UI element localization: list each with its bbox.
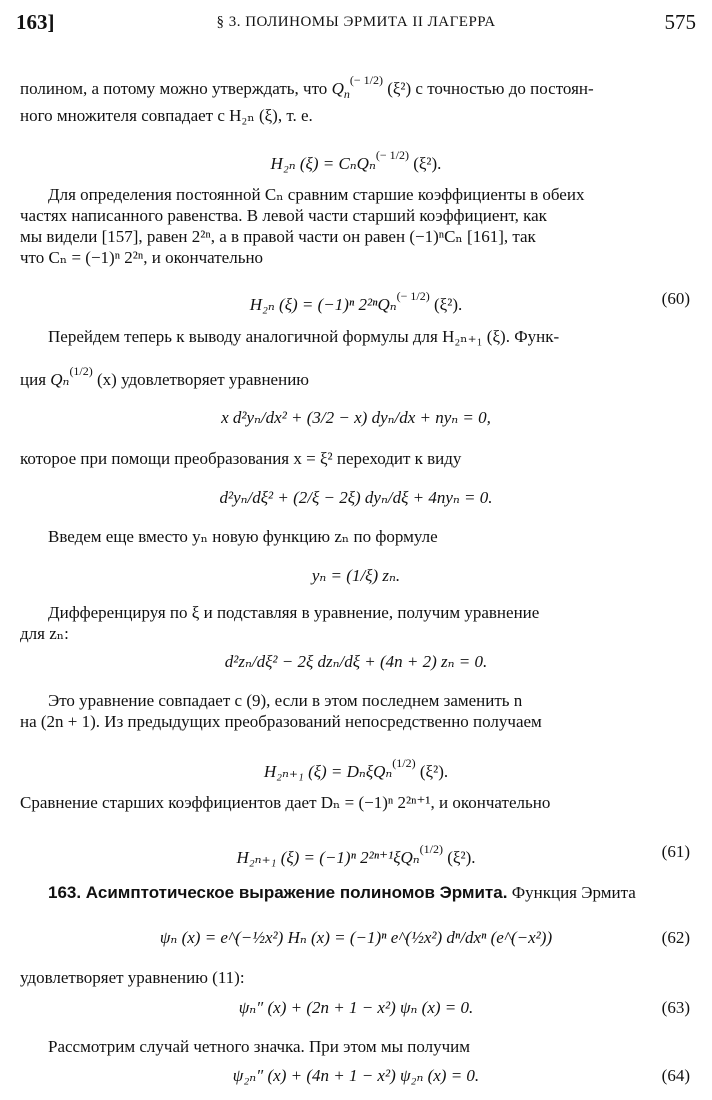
paragraph-8: Сравнение старших коэффициентов дает Dₙ = (−1)ⁿ 2²ⁿ⁺¹, и окончательно [20,793,551,812]
paragraph-2: Для определения постоянной Cₙ сравним старшие коэффициенты в обеих частях написанного равенства. В левой части старший коэффициент, как мы видели [157], равен 2²ⁿ, а в правой части он равен (−1)ⁿCₙ [161], так что Cₙ = (−1)ⁿ 2²ⁿ, и окончательно [20,185,585,267]
equation-61: H₂ₙ₊₁ (ξ) = (−1)ⁿ 2²ⁿ⁺¹ξQₙ$^{(1/2)}$ (ξ²). [236,842,476,867]
equation-number-61: (61) [661,842,690,861]
paragraph-5: Введем еще вместо yₙ новую функцию zₙ по формуле [48,527,438,546]
equation-laguerre: x d²yₙ/dx² + (3/2 − x) dyₙ/dx + nyₙ = 0, [221,408,491,427]
section-title: 163. Асимптотическое выражение полиномов Эрмита. [48,883,508,902]
paragraph-9: удовлетворяет уравнению (11): [20,968,245,987]
section-163-heading: 163. Асимптотическое выражение полиномов Эрмита. Функция Эрмита [48,883,636,902]
paragraph-1-line-1: полином, а потому можно утверждать, что $Q_n^{(- 1/2)}$ (ξ²) с точностью до постоян- [20,73,594,101]
paragraph-6: Дифференцируя по ξ и подставляя в уравнение, получим уравнение для zₙ: [20,603,540,643]
equation-yn-zn: yₙ = (1/ξ) zₙ. [311,566,401,585]
paragraph-1 [20,70,692,126]
paragraph-7: Это уравнение совпадает с (9), если в этом последнем заменить n на (2n + 1). Из предыдущих преобразований непосредственно получаем [20,691,542,731]
page-number: 575 [664,10,696,34]
page-header [16,6,696,36]
equation-62: ψₙ (x) = e^(−½x²) Hₙ (x) = (−1)ⁿ e^(½x²) dⁿ/dxⁿ (e^(−x²)) [159,928,553,947]
equation-h2n1-dn: H₂ₙ₊₁ (ξ) = DₙξQₙ$^{(1/2)}$ (ξ²). [263,756,449,781]
equation-64: ψ₂ₙ″ (x) + (4n + 1 − x²) ψ₂ₙ (x) = 0. [232,1066,480,1085]
paragraph-10: Рассмотрим случай четного значка. При этом мы получим [48,1037,471,1056]
paragraph-1-line-2: ного множителя совпадает с H₂ₙ (ξ), т. е. [20,106,313,125]
paragraph-3: Перейдем теперь к выводу аналогичной формулы для H₂ₙ₊₁ (ξ). Функ- ция Qₙ$^{(1/2)}$ (x) удовлетворяет уравнению [20,327,560,389]
equation-number-62: (62) [661,928,690,947]
running-title: § 3. ПОЛИНОМЫ ЭРМИТА II ЛАГЕРРА [216,14,496,30]
paragraph-4: которое при помощи преобразования x = ξ² переходит к виду [20,449,462,468]
equation-number-60: (60) [661,289,690,308]
equation-zn: d²zₙ/dξ² − 2ξ dzₙ/dξ + (4n + 2) zₙ = 0. [224,652,488,671]
equation-number-64: (64) [661,1066,690,1085]
q-symbol: Q [331,79,344,98]
section-number: 163] [16,10,55,34]
equation-60: H₂ₙ (ξ) = (−1)ⁿ 2²ⁿQₙ$^{(- 1/2)}$ (ξ²). [249,289,463,314]
equation-transformed: d²yₙ/dξ² + (2/ξ − 2ξ) dyₙ/dξ + 4nyₙ = 0. [219,488,493,507]
equation-h2n-cn: H₂ₙ (ξ) = CₙQₙ$^{(- 1/2)}$ (ξ²). [270,148,442,173]
equation-63: ψₙ″ (x) + (2n + 1 − x²) ψₙ (x) = 0. [238,998,474,1017]
equation-number-63: (63) [661,998,690,1017]
